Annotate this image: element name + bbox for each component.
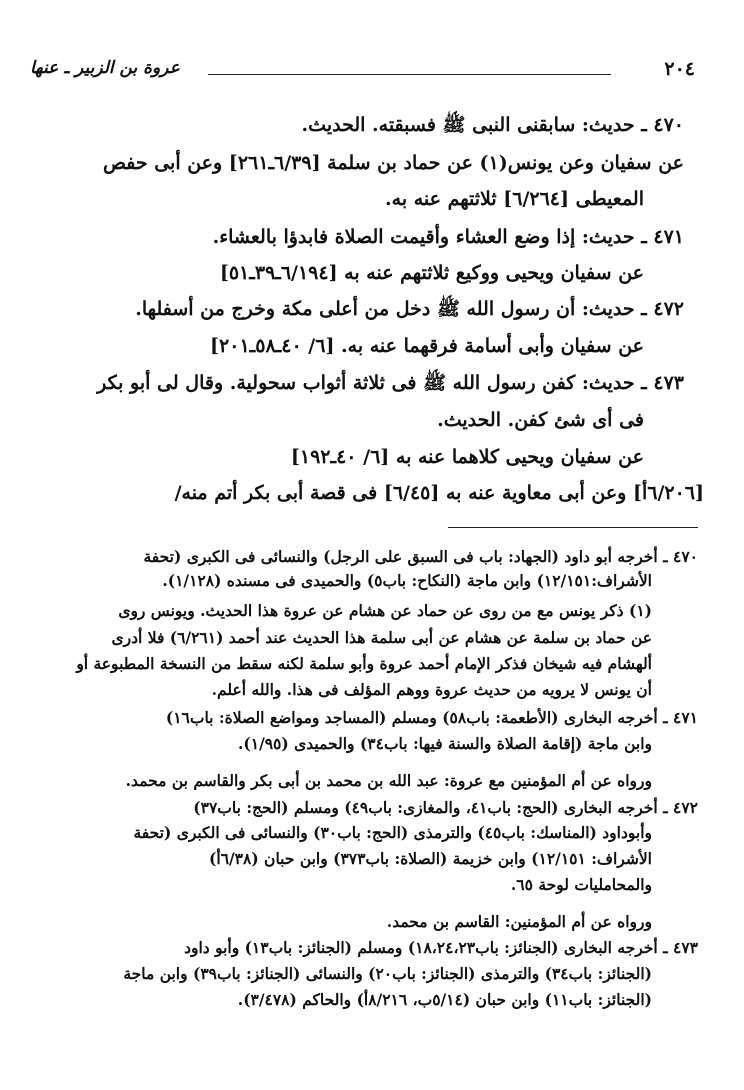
footnote-line: ٤٧٣ ـ أخرجه البخارى (الجنائز: باب١٨،٢٤،٢٣) ومسلم (الجنائز: باب١٣) وأبو داود (184, 938, 698, 957)
main-line: [٦/٢٠٦أ] وعن أبى معاوية عنه به [٦/٤٥] فى قصة أبى بكر أتم منه/ (174, 482, 704, 504)
running-title: عروة بن الزبير ـ عنها (30, 58, 180, 78)
footnote-line: الأشراف: ١٢/١٥١) وابن خزيمة (الصلاة: باب٣٧٣) وابن حبان (٦/٣٨أ) (209, 849, 652, 868)
footnote-line: ٤٧٢ ـ أخرجه البخارى (الحج: باب٤١، والمغازى: باب٤٩) ومسلم (الحج: باب٣٧) (193, 798, 698, 817)
footnote-separator (448, 527, 698, 528)
footnote-line: وأبوداود (المناسك: باب٤٥) والترمذى (الحج: باب٣٠) والنسائى فى الكبرى (تحفة (133, 823, 652, 842)
main-line: المعيطى [٦/٢٦٤] ثلاثتهم عنه به. (385, 188, 644, 210)
footnote-line: (الجنائز: باب٣٤) والترمذى (الجنائز: باب٢٠) والنسائى (الجنائز: باب٣٩) وابن ماجة (123, 964, 652, 983)
main-line: فى أى شئ كفن. الحديث. (437, 409, 644, 431)
footnote-line: ٤٧٠ ـ أخرجه أبو داود (الجهاد: باب فى السبق على الرجل) والنسائى فى الكبرى (تحفة (143, 547, 698, 566)
main-line: عن سفيان ويحيى ووكيع ثلاثتهم عنه به [٦/١٩٤ـ٣٩ـ٥١] (219, 262, 644, 284)
main-line: ٤٧٢ ـ حديث: أن رسول الله ﷺ دخل من أعلى مكة وخرج من أسفلها. (135, 298, 684, 320)
footnote-line: أن يونس لا يرويه من حديث عروة ووهم المؤلف فى هذا. والله أعلم. (211, 680, 652, 699)
main-line: عن سفيان ويحيى كلاهما عنه به [٦/ ٤٠ـ١٩٢] (290, 446, 644, 468)
main-line: ٤٧١ ـ حديث: إذا وضع العشاء وأقيمت الصلاة فابدؤا بالعشاء. (212, 226, 684, 248)
footnote-line: ٤٧١ ـ أخرجه البخارى (الأطعمة: باب٥٨) ومسلم (المساجد ومواضع الصلاة: باب١٦) (165, 708, 698, 727)
footnote-line: (الجنائز: باب١١) وابن حبان (٥/١٤ب، ٨/٢١٦أ) والحاكم (٣/٤٧٨). (237, 990, 652, 1009)
footnote-line: ورواه عن أم المؤمنين مع عروة: عبد الله بن محمد بن أبى بكر والقاسم بن محمد. (125, 771, 652, 790)
main-line: عن سفيان وعن يونس(١) عن حماد بن سلمة [٦/٣٩ـ٢٦١] وعن أبى حفص (102, 152, 684, 174)
page-header (30, 58, 695, 86)
footnote-line: (١) ذكر يونس مع من روى عن حماد عن هشام عن عروة هذا الحديث. ويونس روى (118, 601, 652, 620)
header-rule (208, 74, 611, 75)
footnote-line: الأشراف:١٢/١٥١) وابن ماجة (النكاح: باب٥) والحميدى فى مسنده (١/١٢٨). (162, 571, 652, 590)
main-line: عن سفيان وأبى أسامة فرقهما عنه به. [٦/ ٤٠ـ٥٨ـ٢٠١] (210, 335, 644, 357)
main-line: ٤٧٣ ـ حديث: كفن رسول الله ﷺ فى ثلاثة أثواب سحولية. وقال لى أبو بكر (97, 372, 684, 394)
page-number: ٢٠٤ (664, 58, 695, 80)
footnote-line: ألهشام فيه شيخان فذكر الإمام أحمد عروة وأبو سلمة لكنه سقط من النسخة المطبوعة أو (76, 654, 652, 673)
main-line: ٤٧٠ ـ حديث: سابقنى النبى ﷺ فسبقته. الحديث. (301, 114, 684, 136)
footnote-line: وابن ماجة (إقامة الصلاة والسنة فيها: باب٣٤) والحميدى (١/٩٥). (238, 734, 652, 753)
footnote-line: عن حماد بن سلمة عن هشام عن أبى سلمة هذا الحديث عند أحمد (٦/٢٦١) فلا أدرى (111, 628, 652, 647)
footnote-line: والمحامليات لوحة ٦٥. (510, 875, 652, 894)
footnote-line: ورواه عن أم المؤمنين: القاسم بن محمد. (386, 912, 652, 931)
